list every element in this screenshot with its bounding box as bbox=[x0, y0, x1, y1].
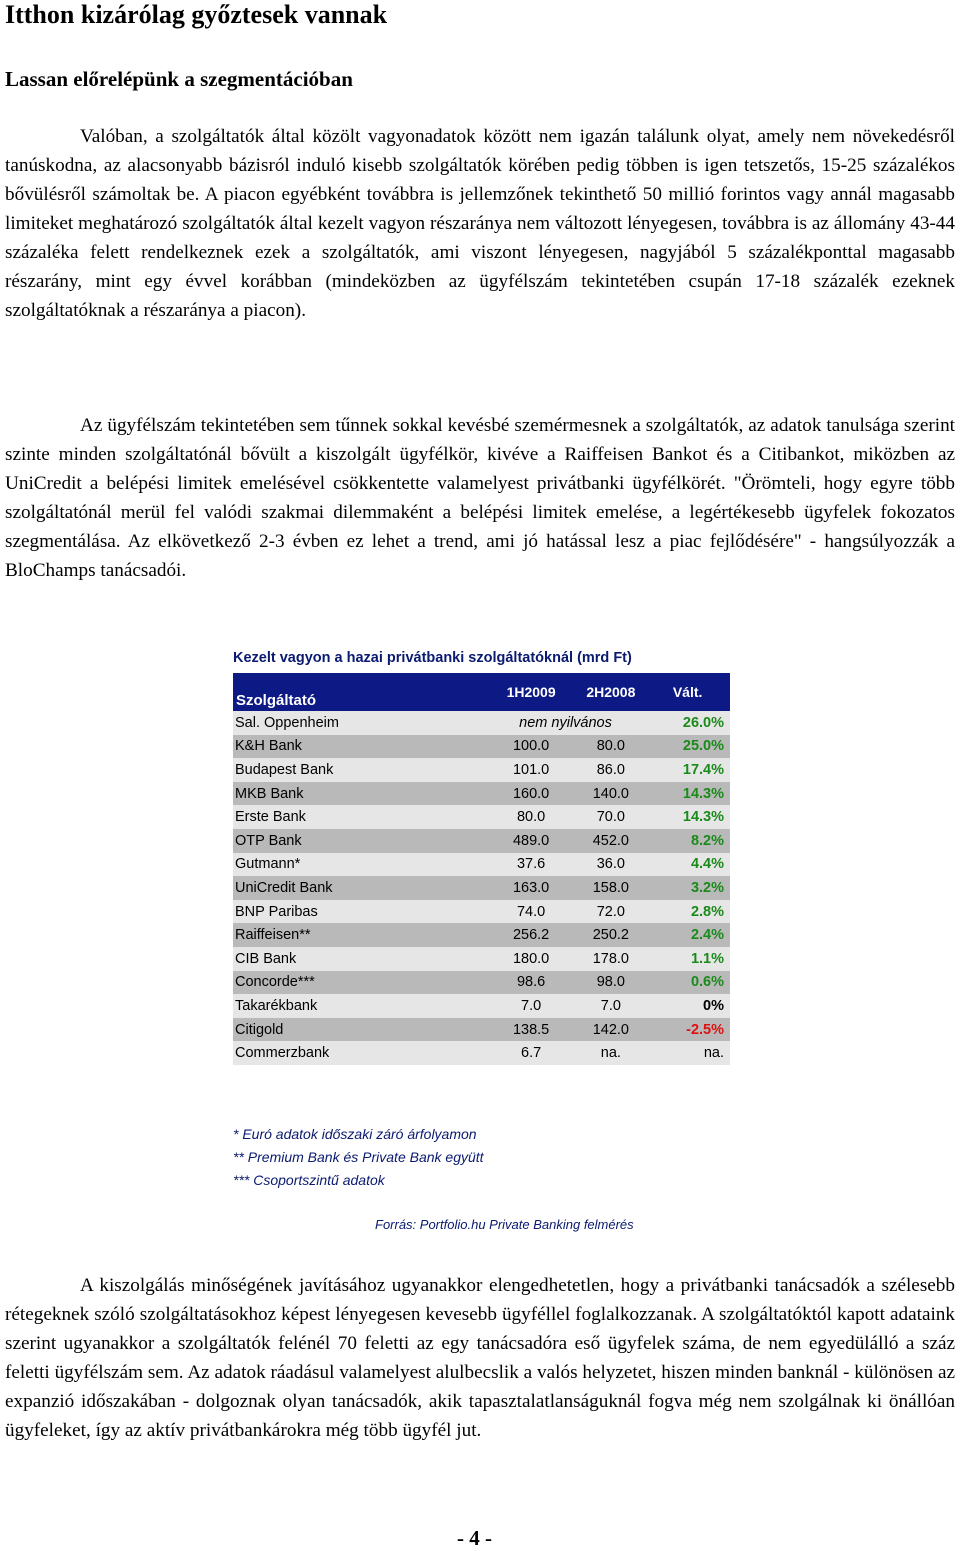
provider-name-cell: Gutmann* bbox=[233, 853, 486, 877]
value-1h2009-cell: 163.0 bbox=[486, 876, 577, 900]
change-cell: 0.6% bbox=[645, 971, 730, 995]
value-1h2009-cell: 138.5 bbox=[486, 1018, 577, 1042]
change-cell: 14.3% bbox=[645, 782, 730, 806]
value-1h2009-cell: 489.0 bbox=[486, 829, 577, 853]
value-2h2008-cell: na. bbox=[576, 1041, 645, 1065]
paragraph-1: Valóban, a szolgáltatók által közölt vagyonadatok között nem igazán találunk olyat, amely nem növekedésről tanúskodna, az alacsonyabb bázisról induló kisebb szolgáltatók körében pedig többen is igen tetszetős, 15-25 százalékos bővülésről számoltak be. A piacon egyébként továbbra is jellemzőnek tekinthető 50 millió forintos vagy annál magasabb limiteket meghatározó szolgáltatók által kezelt vagyon részaránya nem változott lényegesen, továbbra is az állomány 43-44 százaléka felett rendelkeznek ezek a szolgáltatók, ami viszont lényegesen, nagyjából 5 százalékponttal magasabb részarány, mint egy évvel korábban (mindeközben az ügyfélszám tekintetében csupán 17-18 százalék ezeknek szolgáltatóknak a részaránya a piacon). bbox=[5, 126, 955, 321]
change-cell: 14.3% bbox=[645, 805, 730, 829]
figure-source: Forrás: Portfolio.hu Private Banking felmérés bbox=[375, 1217, 634, 1232]
change-cell: 26.0% bbox=[645, 711, 730, 735]
change-cell: 8.2% bbox=[645, 829, 730, 853]
header-provider: Szolgáltató bbox=[233, 673, 486, 711]
provider-name-cell: MKB Bank bbox=[233, 782, 486, 806]
value-1h2009-cell: 74.0 bbox=[486, 900, 577, 924]
provider-name-cell: Erste Bank bbox=[233, 805, 486, 829]
header-change: Vált. bbox=[645, 673, 730, 711]
value-2h2008-cell: 86.0 bbox=[576, 758, 645, 782]
value-2h2008-cell: 250.2 bbox=[576, 923, 645, 947]
table-row bbox=[233, 805, 730, 829]
value-2h2008-cell: 70.0 bbox=[576, 805, 645, 829]
page-number: - 4 - bbox=[457, 1526, 492, 1550]
value-1h2009-cell: 180.0 bbox=[486, 947, 577, 971]
table-row bbox=[233, 900, 730, 924]
header-1h2009: 1H2009 bbox=[486, 673, 577, 711]
table-row bbox=[233, 923, 730, 947]
provider-name-cell: Budapest Bank bbox=[233, 758, 486, 782]
change-cell: na. bbox=[645, 1041, 730, 1065]
table-body bbox=[233, 711, 730, 1065]
value-1h2009-cell: 160.0 bbox=[486, 782, 577, 806]
note-1: * Euró adatok időszaki záró árfolyamon bbox=[233, 1126, 477, 1142]
provider-name-cell: OTP Bank bbox=[233, 829, 486, 853]
value-1h2009-cell: 6.7 bbox=[486, 1041, 577, 1065]
table-row bbox=[233, 1041, 730, 1065]
provider-name-cell: Concorde*** bbox=[233, 971, 486, 995]
paragraph-3: A kiszolgálás minőségének javításához ugyanakkor elengedhetetlen, hogy a privátbanki tanácsadók a szélesebb rétegeknek szóló szolgáltatásokhoz képest lényegesen kevesebb ügyféllel foglalkozzanak. A szolgáltatóktól kapott adataink szerint ugyanakkor a szolgáltatók felénél 70 feletti az egy tanácsadóra eső ügyfelek száma, de nem egyedülálló a száz feletti ügyfélszám sem. Az adatok ráadásul valamelyest alulbecslik a valós helyzetet, hiszen minden banknál - különösen az expanzió időszakában - dolgoznak olyan tanácsadók, akik tapasztalatlanságuknál fogva még nem szolgálnak ki önállóan ügyfeleket, így az aktív privátbankárokra még több ügyfél jut. bbox=[5, 1275, 955, 1441]
value-2h2008-cell: 142.0 bbox=[576, 1018, 645, 1042]
change-cell: 0% bbox=[645, 994, 730, 1018]
table-row bbox=[233, 735, 730, 759]
value-2h2008-cell: 36.0 bbox=[576, 853, 645, 877]
change-cell: 25.0% bbox=[645, 735, 730, 759]
figure-title: Kezelt vagyon a hazai privátbanki szolgáltatóknál (mrd Ft) bbox=[233, 650, 632, 666]
value-1h2009-cell: 101.0 bbox=[486, 758, 577, 782]
value-1h2009-cell: 100.0 bbox=[486, 735, 577, 759]
value-2h2008-cell: 72.0 bbox=[576, 900, 645, 924]
table-row bbox=[233, 947, 730, 971]
provider-name-cell: Citigold bbox=[233, 1018, 486, 1042]
change-cell: 2.4% bbox=[645, 923, 730, 947]
provider-name-cell: K&H Bank bbox=[233, 735, 486, 759]
managed-assets-table bbox=[233, 673, 730, 1065]
value-2h2008-cell: 140.0 bbox=[576, 782, 645, 806]
provider-name-cell: Sal. Oppenheim bbox=[233, 711, 486, 735]
provider-name-cell: Takarékbank bbox=[233, 994, 486, 1018]
article-title: Itthon kizárólag győztesek vannak bbox=[5, 0, 388, 29]
value-2h2008-cell: 158.0 bbox=[576, 876, 645, 900]
paragraph-2: Az ügyfélszám tekintetében sem tűnnek sokkal kevésbé szemérmesnek a szolgáltatók, az adatok tanulsága szerint szinte minden szolgáltatónál bővült a kiszolgált ügyfélkör, kivéve a Raiffeisen Bankot és a Citibankot, miközben az UniCredit a belépési limitek emelésével csökkentette valamelyest privátbanki ügyfélkörét. "Örömteli, hogy egyre több szolgáltatónál merül fel valódi szakmai dilemmaként a belépési limitek emelése, a legértékesebb ügyfelek fokozatos szegmentálása. Az elkövetkező 2-3 évben ez lehet a trend, ami jó hatással lesz a piac fejlődésére" - hangsúlyozzák a BloChamps tanácsadói. bbox=[5, 415, 955, 581]
value-2h2008-cell: 98.0 bbox=[576, 971, 645, 995]
header-2h2008: 2H2008 bbox=[576, 673, 645, 711]
table-row bbox=[233, 994, 730, 1018]
table-row bbox=[233, 876, 730, 900]
value-2h2008-cell: 80.0 bbox=[576, 735, 645, 759]
value-1h2009-cell: 37.6 bbox=[486, 853, 577, 877]
change-cell: 1.1% bbox=[645, 947, 730, 971]
provider-name-cell: BNP Paribas bbox=[233, 900, 486, 924]
figure-notes bbox=[233, 1123, 484, 1192]
value-2h2008-cell: 452.0 bbox=[576, 829, 645, 853]
provider-name-cell: Raiffeisen** bbox=[233, 923, 486, 947]
change-cell: 3.2% bbox=[645, 876, 730, 900]
value-1h2009-cell: 98.6 bbox=[486, 971, 577, 995]
table-row bbox=[233, 853, 730, 877]
value-2h2008-cell: 7.0 bbox=[576, 994, 645, 1018]
change-cell: 2.8% bbox=[645, 900, 730, 924]
provider-name-cell: Commerzbank bbox=[233, 1041, 486, 1065]
value-1h2009-cell: 7.0 bbox=[486, 994, 577, 1018]
note-3: *** Csoportszintű adatok bbox=[233, 1172, 385, 1188]
table-row bbox=[233, 829, 730, 853]
provider-name-cell: CIB Bank bbox=[233, 947, 486, 971]
value-1h2009-cell: 256.2 bbox=[486, 923, 577, 947]
article-subtitle: Lassan előrelépünk a szegmentációban bbox=[5, 67, 353, 91]
managed-assets-figure bbox=[225, 645, 735, 1245]
table-row bbox=[233, 782, 730, 806]
change-cell: 4.4% bbox=[645, 853, 730, 877]
value-2h2008-cell: 178.0 bbox=[576, 947, 645, 971]
change-cell: -2.5% bbox=[645, 1018, 730, 1042]
table-row bbox=[233, 758, 730, 782]
table-row bbox=[233, 1018, 730, 1042]
table-row bbox=[233, 971, 730, 995]
value-1h2009-cell: 80.0 bbox=[486, 805, 577, 829]
change-cell: 17.4% bbox=[645, 758, 730, 782]
provider-name-cell: UniCredit Bank bbox=[233, 876, 486, 900]
note-2: ** Premium Bank és Private Bank együtt bbox=[233, 1149, 484, 1165]
table-row bbox=[233, 711, 730, 735]
value-1h2009-cell: nem nyilvános bbox=[486, 711, 646, 735]
